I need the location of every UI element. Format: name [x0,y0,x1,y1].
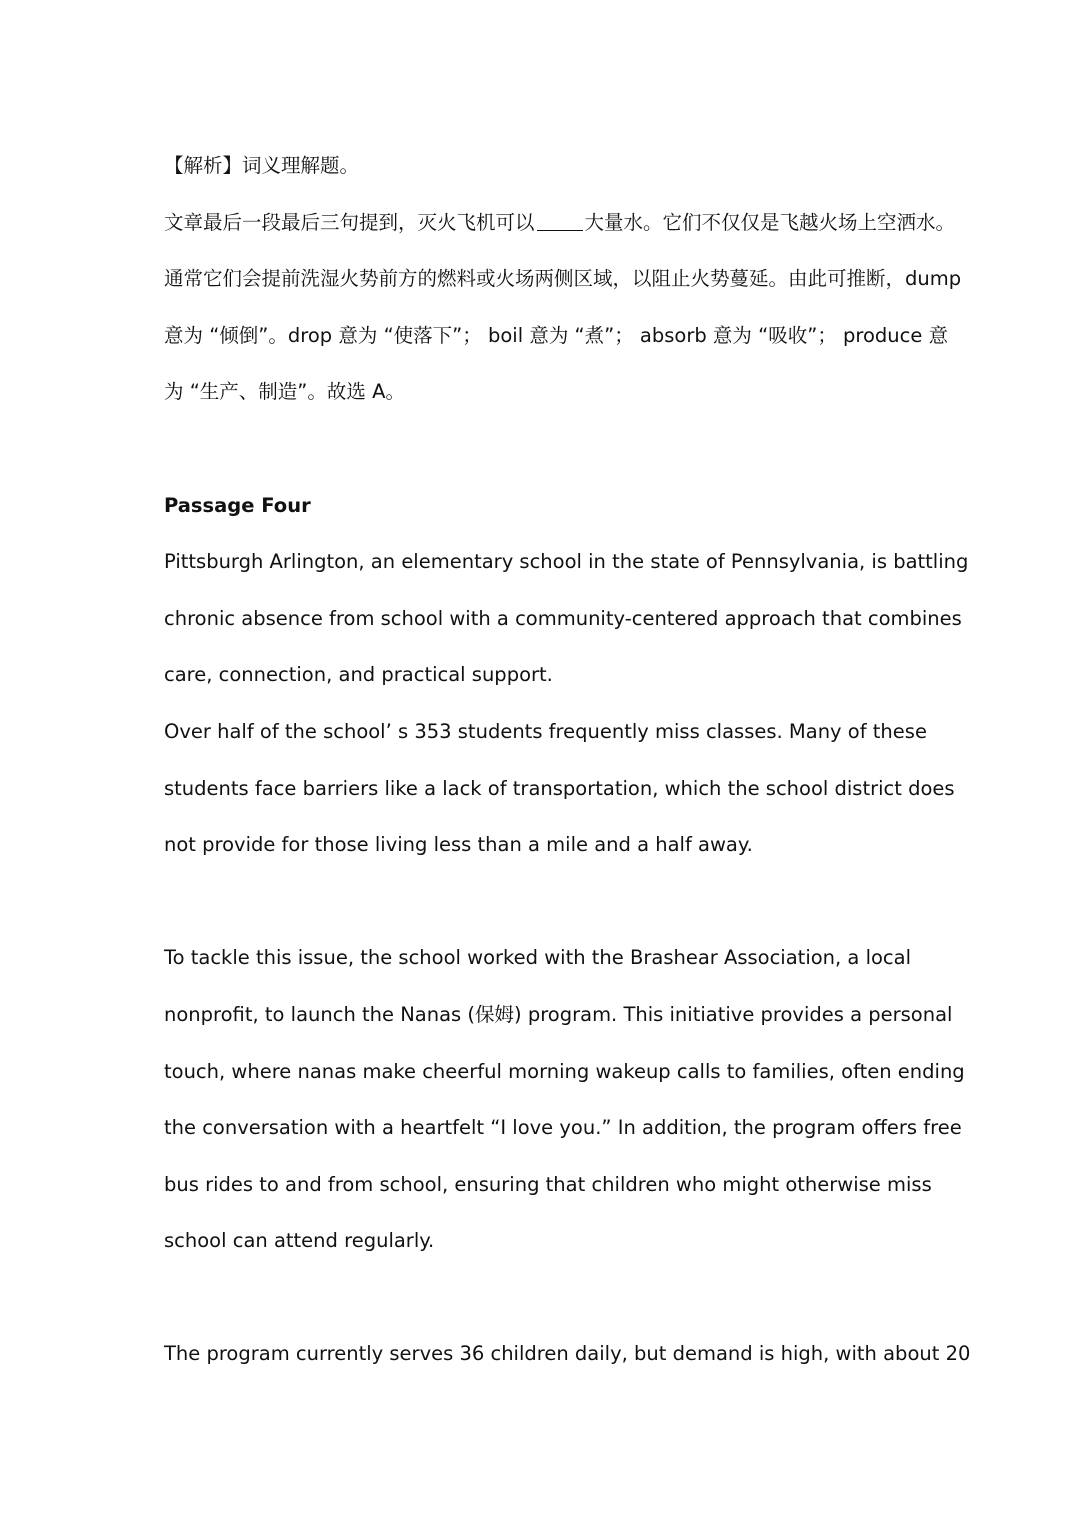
analysis-line: 【解析】词义理解题。 [164,154,360,177]
paragraph-line: The program currently serves 36 children daily, but demand is high, with about 20 [164,1342,971,1366]
analysis-text: 大量水。它们不仅仅是飞越火场上空洒水。 [584,210,956,234]
paragraph-line: Pittsburgh Arlington, an elementary school in the state of Pennsylvania, is battling [164,550,969,574]
paragraph-line: To tackle this issue, the school worked with the Brashear Association, a local [164,946,912,970]
paragraph-line: students face barriers like a lack of transportation, which the school district does [164,776,955,800]
spacer [164,1270,924,1327]
paragraph-line: not provide for those living less than a mile and a half away. [164,833,753,857]
analysis-line: 为 “生产、制造”。故选 A。 [164,380,405,404]
document-page [164,138,971,1383]
analysis-line: 通常它们会提前洗湿火势前方的燃料或火场两侧区域，以阻止火势蔓延。由此可推断，dump [164,267,962,291]
paragraph-line: chronic absence from school with a community-centered approach that combines [164,606,962,630]
paragraph-line: bus rides to and from school, ensuring that children who might otherwise miss [164,1172,932,1196]
paragraph-line: nonprofit, to launch the Nanas (保姆) program. This initiative provides a personal [164,1002,953,1026]
paragraph-line: care, connection, and practical support. [164,663,553,687]
paragraph-line: touch, where nanas make cheerful morning wakeup calls to families, often ending [164,1059,965,1083]
spacer [164,421,924,478]
fill-in-blank [537,212,583,231]
spacer [164,874,924,931]
passage-title: Passage Four [164,493,311,517]
paragraph-line: the conversation with a heartfelt “I love you.” In addition, the program offers free [164,1116,962,1140]
paragraph-line: school can attend regularly. [164,1229,435,1253]
analysis-line: 意为 “倾倒”。drop 意为 “使落下”； boil 意为 “煮”； absorb 意为 “吸收”； produce 意 [164,323,949,347]
analysis-line [164,195,956,252]
analysis-text: 文章最后一段最后三句提到，灭火飞机可以 [164,210,535,234]
paragraph-line: Over half of the school’ s 353 students frequently miss classes. Many of these [164,719,927,743]
